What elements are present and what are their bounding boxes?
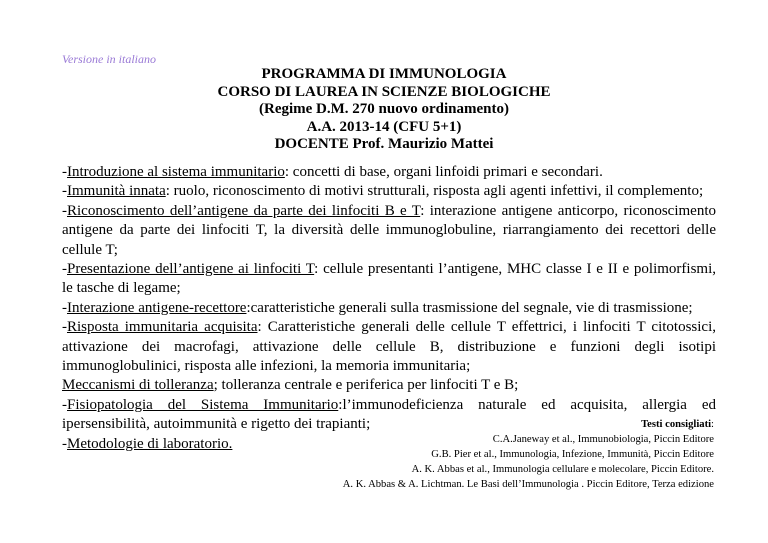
topic-text: caratteristiche generali sulla trasmissione del segnale, vie di trasmissione; — [250, 299, 693, 316]
topic-text: ruolo, riconoscimento di motivi strutturali, risposta agli agenti infettivi, il complemento; — [173, 183, 704, 200]
topic-item: -Interazione antigene-recettore:caratteristiche generali sulla trasmissione del segnale, vie di trasmissione; — [62, 299, 693, 316]
topic-text: interazione antigene anticorpo, riconoscimento antigene da parte dei linfociti T, la diversità delle immunoglobuline, riarrangiamento dei recettori delle cellule T; — [62, 202, 716, 258]
regime-line: (Regime D.M. 270 nuovo ordinamento) — [259, 101, 509, 118]
teacher-line: DOCENTE Prof. Maurizio Mattei — [274, 136, 494, 153]
topic-item: Meccanismi di tolleranza; tolleranza centrale e periferica per linfociti T e B; — [62, 377, 519, 394]
topic-text: tolleranza centrale e periferica per linfociti T e B; — [221, 377, 519, 394]
topic-item: -Fisiopatologia del Sistema Immunitario:l’immunodeficienza naturale ed acquisita, allergia ed ipersensibilità, autoimmunità e rigetto dei trapianti; — [62, 396, 717, 433]
topic-item: -Introduzione al sistema immunitario: concetti di base, organi linfoidi primari e secondari. — [62, 164, 603, 180]
language-link[interactable]: Versione in italiano — [62, 52, 156, 66]
reference-item: G.B. Pier et al., Immunologia, Infezione, Immunità, Piccin Editore — [431, 449, 714, 460]
syllabus-content — [62, 163, 716, 454]
reference-item: A. K. Abbas & A. Lichtman. Le Basi dell’Immunologia . Piccin Editore, Terza edizione — [342, 479, 714, 490]
topic-text: cellule presentanti l’antigene, MHC classe I e II e polimorfismi, le tasche di legame; — [62, 261, 716, 297]
topic-title: Metodologie di laboratorio. — [67, 435, 233, 452]
program-header — [0, 66, 768, 154]
reference-item: C.A.Janeway et al., Immunobiologia, Piccin Editore — [492, 434, 714, 445]
recommended-texts — [343, 417, 714, 492]
program-title: PROGRAMMA DI IMMUNOLOGIA — [261, 66, 507, 82]
topic-item: -Metodologie di laboratorio. — [62, 435, 233, 452]
topic-title: Risposta immunitaria acquisita — [67, 319, 258, 336]
degree-course: CORSO DI LAUREA IN SCIENZE BIOLOGICHE — [217, 83, 551, 100]
topic-item: -Presentazione dell’antigene ai linfociti T: cellule presentanti l’antigene, MHC classe I e II e polimorfismi, le tasche di legame; — [62, 261, 716, 297]
academic-year: A.A. 2013-14 (CFU 5+1) — [306, 118, 462, 135]
topic-text: concetti di base, organi linfoidi primari e secondari. — [292, 164, 603, 180]
topic-text: l’immunodeficienza naturale ed acquisita, allergia ed ipersensibilità, autoimmunità e rigetto dei trapianti; — [62, 396, 717, 433]
references-heading: Testi consigliati: — [641, 419, 714, 430]
topic-item: -Riconoscimento dell’antigene da parte dei linfociti B e T: interazione antigene anticorpo, riconoscimento antigene da parte dei linfociti T, la diversità delle immunoglobuline, riarrangiamento dei recettori delle cellule T; — [62, 202, 716, 258]
topic-title: Fisiopatologia del Sistema Immunitario — [67, 396, 339, 413]
topic-item: -Immunità innata: ruolo, riconoscimento di motivi strutturali, risposta agli agenti infettivi, il complemento; — [62, 183, 704, 200]
topic-title: Presentazione dell’antigene ai linfociti T — [67, 261, 315, 278]
topic-title: Meccanismi di tolleranza — [62, 377, 214, 394]
topic-title: Interazione antigene-recettore — [67, 299, 247, 316]
topic-text: Caratteristiche generali delle cellule T effettrici, i linfociti T citotossici, attivazione dei macrofagi, attivazione delle cellule B, distribuzione e funzioni degli isotipi immunoglobulinici, risposta alle infezioni, la memoria immunitaria; — [62, 319, 716, 375]
topic-item: -Risposta immunitaria acquisita: Caratteristiche generali delle cellule T effettrici, i linfociti T citotossici, attivazione dei macrofagi, attivazione delle cellule B, distribuzione e funzioni degli isotipi immunoglobulinici, risposta alle infezioni, la memoria immunitaria; — [62, 319, 716, 375]
reference-item: A. K. Abbas et al., Immunologia cellulare e molecolare, Piccin Editore. — [411, 464, 714, 475]
topic-title: Riconoscimento dell’antigene da parte dei linfociti B e T — [67, 202, 421, 219]
topic-title: Immunità innata — [67, 183, 166, 200]
topic-title: Introduzione al sistema immunitario — [67, 164, 285, 180]
